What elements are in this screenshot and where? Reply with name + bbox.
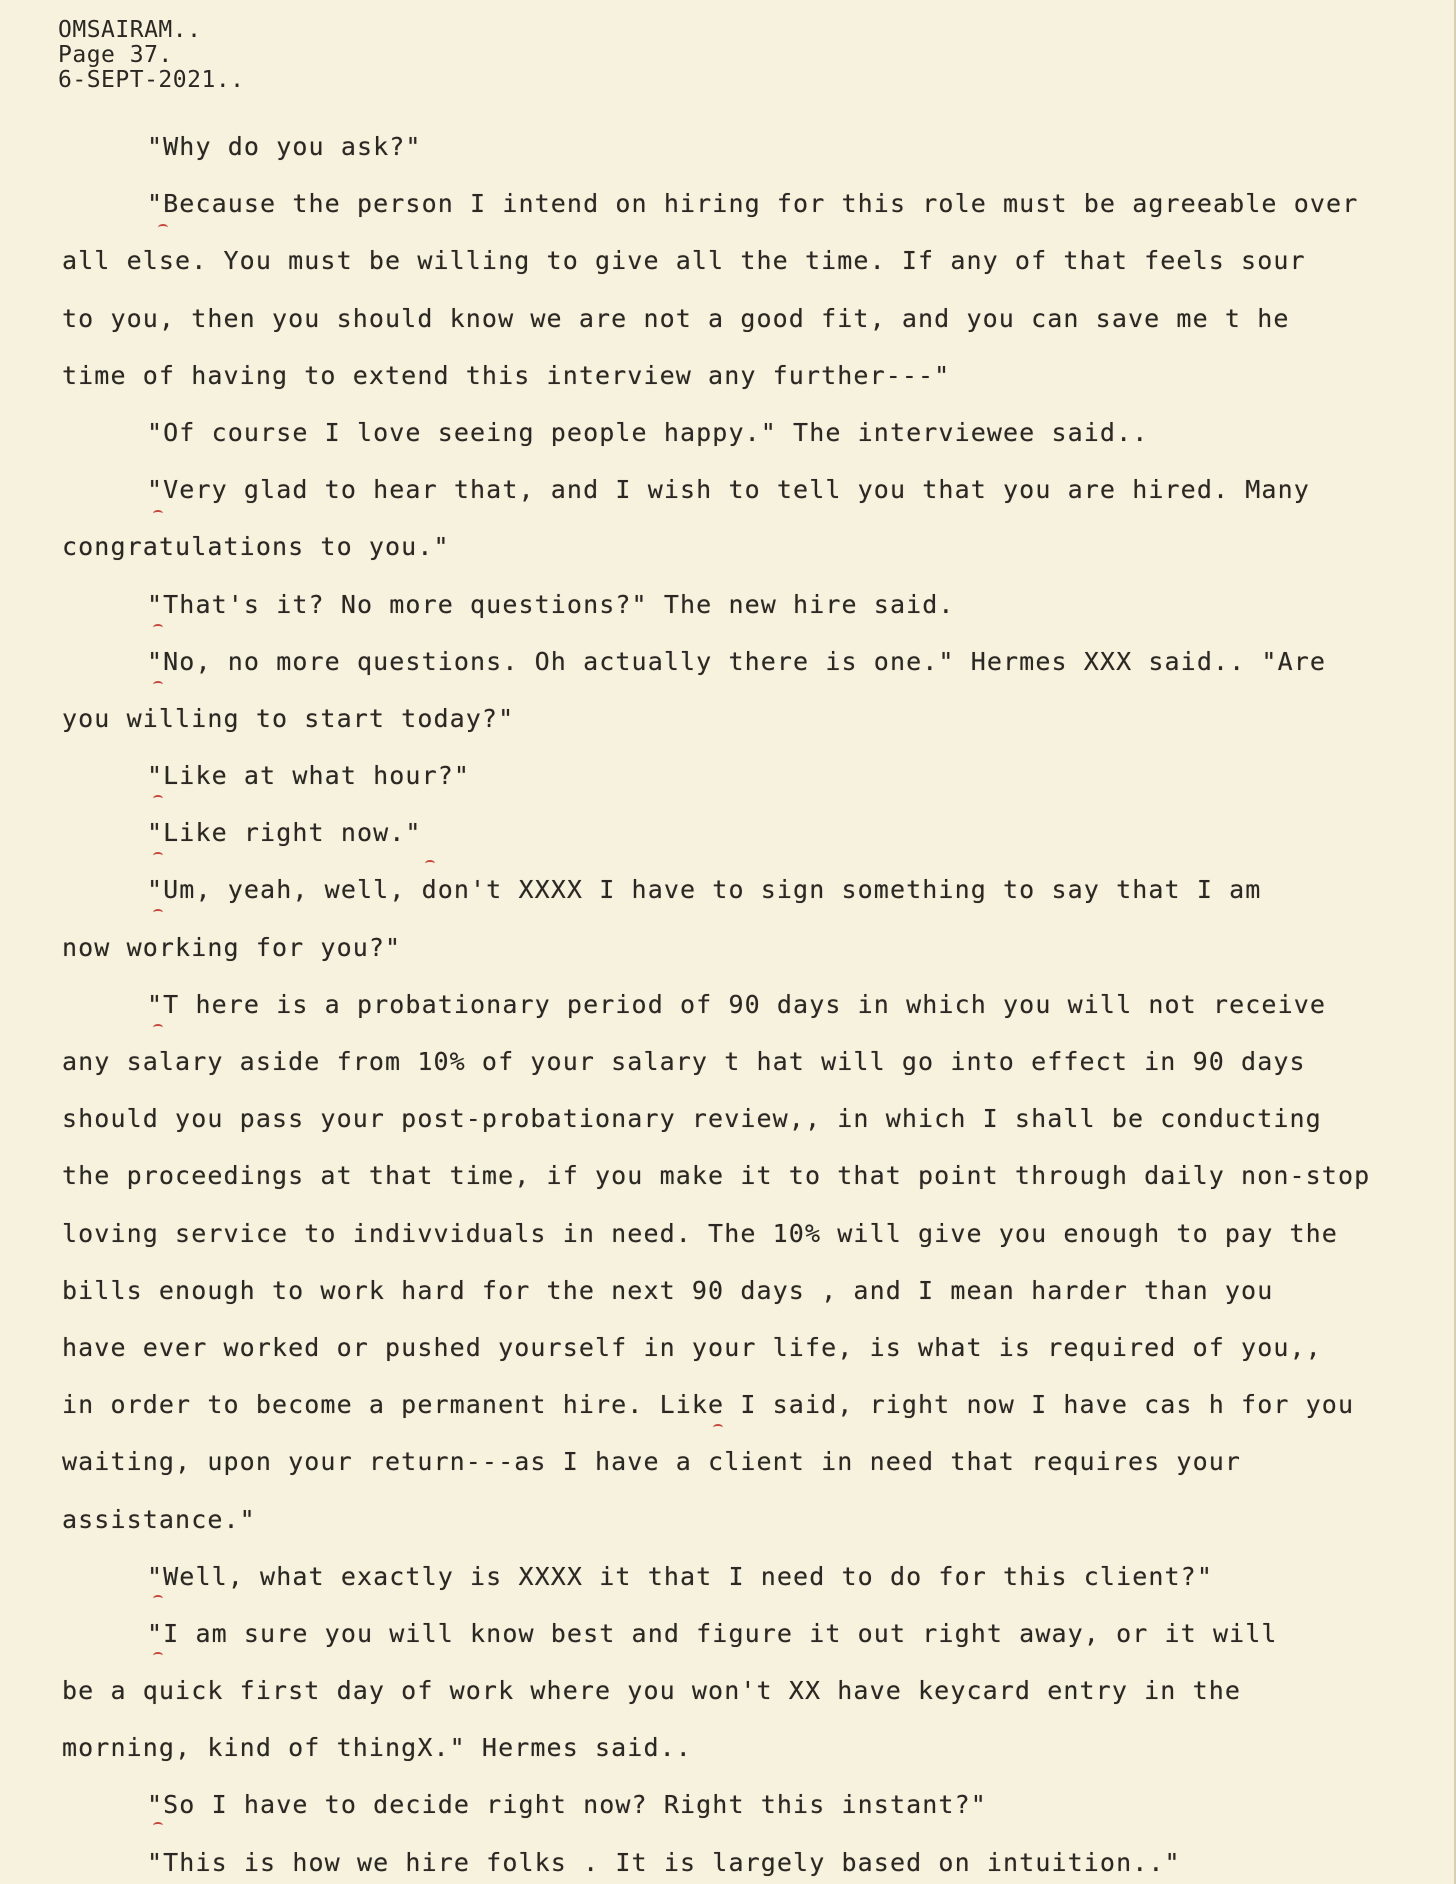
text-line: "I am sure you will know best and figure it out right away, or it will — [147, 1618, 1278, 1648]
text-line: "Because the person I intend on hiring for this role must be agreeable over — [147, 189, 1359, 219]
text-line: "This is how we hire folks . It is largely based on intuition.." — [147, 1847, 1181, 1877]
header-line-omsairam: OMSAIRAM.. — [58, 17, 202, 43]
text-line: any salary aside from 10% of your salary t hat will go into effect in 90 days — [62, 1047, 1306, 1076]
text-line: bills enough to work hard for the next 90 days , and I mean harder than you — [62, 1275, 1274, 1305]
text-line: "So I have to decide right now? Right this instant?" — [147, 1790, 987, 1820]
red-correction-mark — [153, 1822, 163, 1829]
text-line: "No, no more questions. Oh actually there is one." Hermes XXX said.. "Are — [147, 646, 1327, 676]
red-correction-mark — [425, 860, 435, 867]
text-line: to you, then you should know we are not a good fit, and you can save me t he — [62, 303, 1290, 333]
text-line: "Like right now." — [147, 818, 422, 848]
red-correction-mark — [153, 1595, 163, 1602]
text-line: "Well, what exactly is XXXX it that I need to do for this client?" — [147, 1561, 1213, 1591]
text-line: "Of course I love seeing people happy." The interviewee said.. — [147, 417, 1149, 447]
text-line: time of having to extend this interview any further---" — [62, 360, 951, 390]
text-line: waiting, upon your return---as I have a client in need that requires your — [62, 1447, 1242, 1477]
text-line: should you pass your post-probationary review,, in which I shall be conducting — [62, 1104, 1322, 1134]
red-correction-mark — [713, 1424, 723, 1431]
red-correction-mark — [153, 1024, 163, 1031]
text-line: morning, kind of thingX." Hermes said.. — [62, 1733, 692, 1763]
red-correction-mark — [153, 909, 163, 916]
red-correction-mark — [158, 224, 168, 231]
text-line: all else. You must be willing to give all the time. If any of that feels sour — [62, 246, 1306, 276]
red-correction-mark — [153, 795, 163, 802]
text-line: "That's it? No more questions?" The new hire said. — [147, 589, 955, 619]
page-header — [58, 18, 245, 93]
text-line: have ever worked or pushed yourself in your life, is what is required of you,, — [62, 1332, 1322, 1362]
text-line: be a quick first day of work where you won't XX have keycard entry in the — [62, 1676, 1242, 1706]
red-correction-mark — [153, 852, 163, 859]
text-line: now working for you?" — [62, 932, 402, 962]
red-correction-mark — [153, 510, 163, 517]
body-text — [62, 118, 1450, 1884]
text-line: you willing to start today?" — [62, 703, 515, 733]
header-line-page-number: Page 37. — [58, 42, 173, 68]
text-line: assistance." — [62, 1504, 256, 1534]
red-correction-mark — [153, 681, 163, 688]
red-correction-mark — [153, 1652, 163, 1659]
text-line: "Um, yeah, well, don't XXXX I have to sign something to say that I am — [147, 875, 1262, 905]
text-line: "Why do you ask?" — [147, 132, 422, 161]
text-line: "Very glad to hear that, and I wish to tell you that you are hired. Many — [147, 475, 1310, 505]
text-line: "Like at what hour?" — [147, 761, 471, 791]
red-correction-mark — [153, 624, 163, 631]
header-line-date: 6-SEPT-2021.. — [58, 67, 245, 93]
text-line: in order to become a permanent hire. Like I said, right now I have cas h for you — [62, 1390, 1355, 1420]
text-line: loving service to indivviduals in need. The 10% will give you enough to pay the — [62, 1218, 1338, 1248]
text-line: "T here is a probationary period of 90 days in which you will not receive — [147, 989, 1327, 1019]
text-line: congratulations to you." — [62, 532, 450, 562]
text-line: the proceedings at that time, if you make it to that point through daily non-stop — [62, 1161, 1371, 1191]
